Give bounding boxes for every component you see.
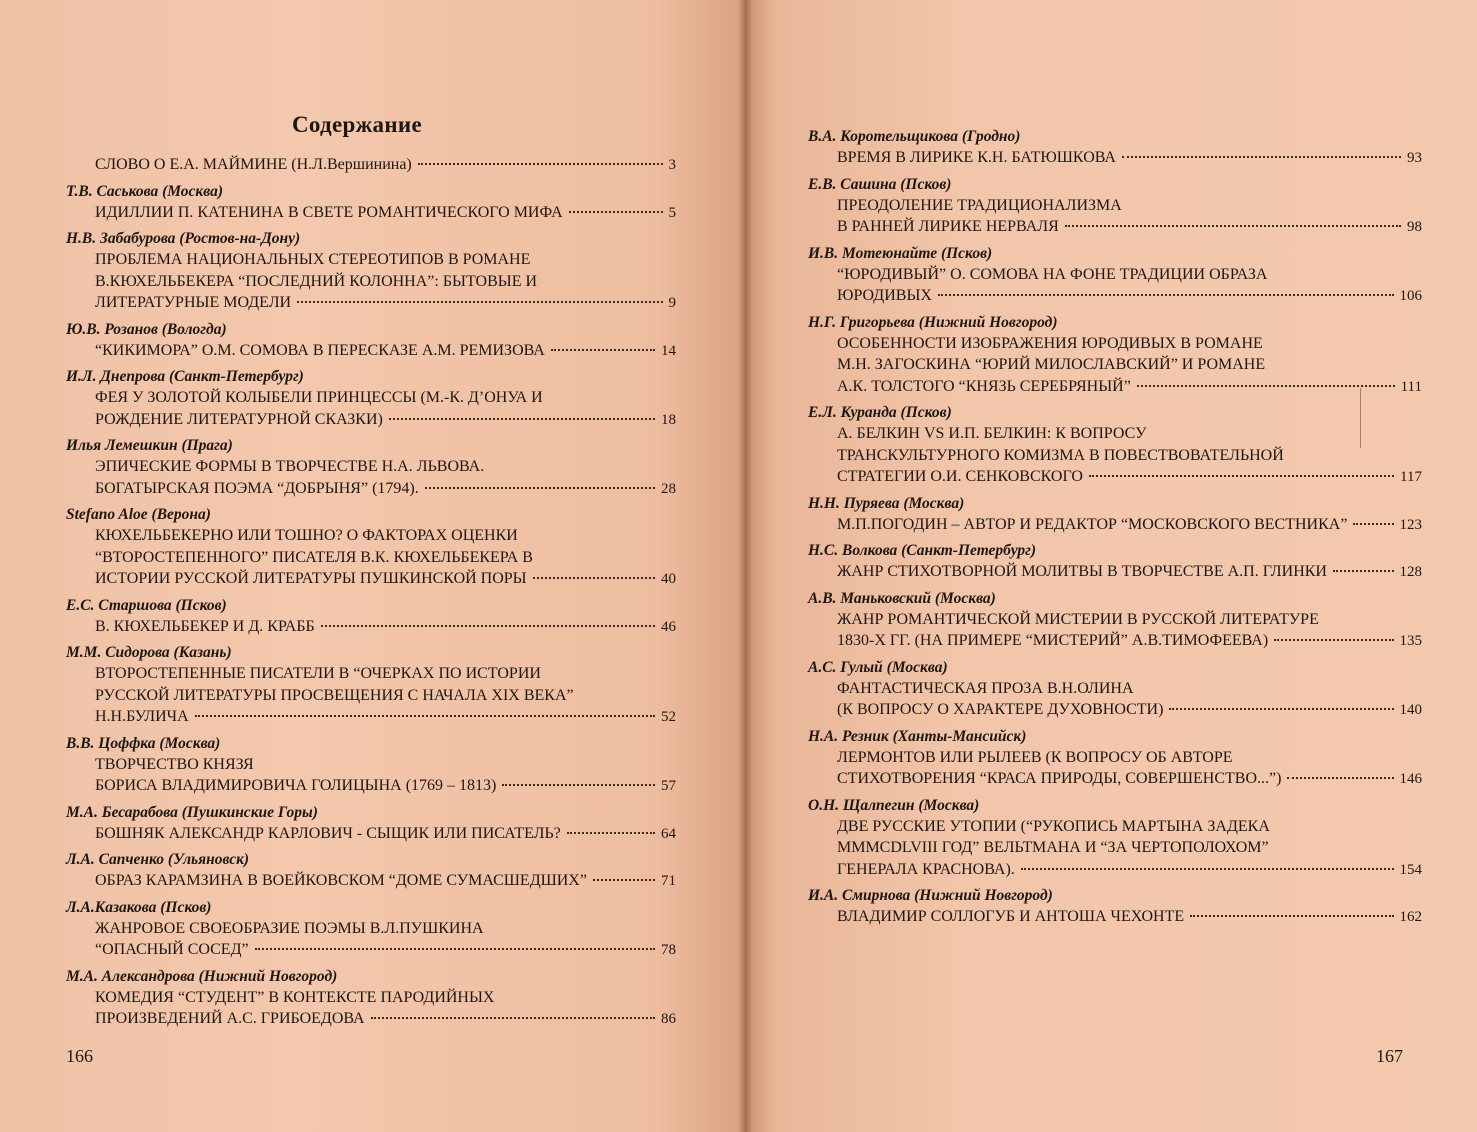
toc-entry-title-line [837,906,1422,929]
toc-entry [808,312,1422,399]
toc-entry-title [66,525,676,591]
toc-entry-page: 3 [668,157,676,173]
toc-entry [66,435,676,500]
toc-entry-author: А.С. Гулый (Москва) [808,658,948,676]
toc-entry-title-text: ОБРАЗ КАРАМЗИНА В ВОЕЙКОВСКОМ “ДОМЕ СУМАСШЕДШИХ” [95,872,587,889]
toc-entry-author: И.А. Смирнова (Нижний Новгород) [808,887,1053,904]
toc-entry-title [66,154,676,177]
toc-entry-page: 140 [1399,702,1422,718]
toc-entry-title-line [837,699,1422,722]
toc-entry [66,733,676,798]
toc-entry-author: И.Л. Днепрова (Санкт-Петербург) [66,368,304,385]
toc-entry-title [808,195,1422,239]
dot-leader [1169,708,1393,710]
toc-entry-page: 71 [661,873,676,889]
toc-entry-title-line: ТРАНСКУЛЬТУРНОГО КОМИЗМА В ПОВЕСТВОВАТЕЛЬНОЙ [837,446,1284,464]
toc-entry-title-line: ДВЕ РУССКИЕ УТОПИИ (“РУКОПИСЬ МАРТЫНА ЗАДЕКА [837,817,1270,835]
toc-entry-title [808,147,1422,170]
toc-entry [66,228,676,315]
toc-entry-page: 106 [1399,288,1422,304]
toc-entry-page: 93 [1407,150,1422,166]
toc-entry-page: 162 [1399,909,1422,925]
toc-entry [808,588,1422,653]
toc-entry-author: В.А. Коротельщикова (Гродно) [808,128,1021,145]
toc-entry-page: 98 [1407,219,1422,235]
toc-entry-title-line: А. БЕЛКИН VS И.П. БЕЛКИН: К ВОПРОСУ [837,425,1147,442]
toc-entry-author: М.А. Александрова (Нижний Новгород) [66,967,338,985]
dot-leader [371,1017,655,1019]
toc-entry-title [808,678,1422,722]
dot-leader [1021,868,1394,870]
toc-entry-page: 146 [1399,771,1422,787]
toc-entry-title-text: ЛИТЕРАТУРНЫЕ МОДЕЛИ [95,294,292,311]
toc-entry-page: 135 [1399,633,1422,649]
dot-leader [1287,777,1393,779]
toc-entry-title [808,561,1422,584]
toc-entry-title-text: ПРОИЗВЕДЕНИЙ А.С. ГРИБОЕДОВА [95,1010,365,1027]
toc-entry-title [66,340,676,363]
toc-entry-title-line: РУССКОЙ ЛИТЕРАТУРЫ ПРОСВЕЩЕНИЯ С НАЧАЛА XIX ВЕКА” [95,686,574,704]
dot-leader [195,715,655,717]
toc-entry [66,897,676,962]
toc-entry-page: 5 [668,204,676,221]
toc-entry-title-text: БОШНЯК АЛЕКСАНДР КАРЛОВИЧ - СЫЩИК ИЛИ ПИСАТЕЛЬ? [95,824,561,842]
toc-entry [808,243,1422,308]
toc-entry-title-line [837,285,1422,308]
toc-entry-title-line: ЭПИЧЕСКИЕ ФОРМЫ В ТВОРЧЕСТВЕ Н.А. ЛЬВОВА. [95,458,485,475]
toc-entry-title-text: ГЕНЕРАЛА КРАСНОВА). [837,860,1015,878]
toc-entry-page: 123 [1399,516,1422,533]
toc-entry [66,802,676,846]
toc-entry-author: Stefano Aloe (Верона) [66,506,211,523]
toc-entry-author: Т.В. Саськова (Москва) [66,182,224,200]
toc-entry [808,402,1422,489]
dot-leader [425,487,655,489]
toc-entry-title-text: СЛОВО О Е.А. МАЙМИНЕ (Н.Л.Вершинина) [95,156,412,173]
toc-entry-author: Н.С. Волкова (Санкт-Петербург) [808,542,1037,559]
toc-entry-title [66,987,676,1031]
toc-entry-page: 28 [661,480,676,497]
toc-entry [808,885,1422,929]
dot-leader [1122,156,1401,158]
toc-entry-title-line [95,409,676,432]
toc-entry [66,966,676,1031]
toc-entry-title-line: В.КЮХЕЛЬБЕКЕРА “ПОСЛЕДНИЙ КОЛОННА”: БЫТОВЫЕ И [95,272,538,290]
toc-entry-title-line: ЖАНР РОМАНТИЧЕСКОЙ МИСТЕРИИ В РУССКОЙ ЛИТЕРАТУРЕ [837,610,1319,628]
toc-entry-title-line [95,823,676,846]
toc-entry-page: 46 [661,618,676,635]
toc-entry-title-text: ИСТОРИИ РУССКОЙ ЛИТЕРАТУРЫ ПУШКИНСКОЙ ПОРЫ [95,570,527,587]
toc-entry [66,642,676,729]
toc-entry [808,795,1422,882]
toc-entry-title-line: М.Н. ЗАГОСКИНА “ЮРИЙ МИЛОСЛАВСКИЙ” И РОМАНЕ [837,356,1266,373]
contents-title: Содержание [292,112,422,137]
toc-entry-title-line: ФЕЯ У ЗОЛОТОЙ КОЛЫБЕЛИ ПРИНЦЕССЫ (М.-К. Д’ОНУА И [95,389,543,406]
dot-leader [502,784,655,786]
toc-entry-author: Ю.В. Розанов (Вологда) [66,320,227,338]
toc-entry [66,595,676,639]
toc-entry-title-text: ЖАНР СТИХОТВОРНОЙ МОЛИТВЫ В ТВОРЧЕСТВЕ А.П. ГЛИНКИ [837,563,1327,580]
toc-entry-title-line: “ВТОРОСТЕПЕННОГО” ПИСАТЕЛЯ В.К. КЮХЕЛЬБЕКЕРА В [95,548,533,566]
toc-entry-title [808,514,1422,537]
toc-entry-author: А.В. Маньковский (Москва) [808,589,996,607]
toc-entry-title-text: ВРЕМЯ В ЛИРИКЕ К.Н. БАТЮШКОВА [837,149,1116,166]
toc-entry-title [66,823,676,846]
toc-entry-page: 78 [661,942,676,958]
dot-leader [551,349,655,351]
toc-entry-title [66,202,676,225]
dot-leader [1137,385,1395,387]
toc-entry-title-text: “КИКИМОРА” О.М. СОМОВА В ПЕРЕСКАЗЕ А.М. РЕМИЗОВА [95,341,545,359]
toc-entry-title-line [837,768,1422,791]
dot-leader [321,625,655,627]
toc-entry-author: М.М. Сидорова (Казань) [66,644,232,661]
dot-leader [1089,475,1394,477]
toc-entry-title-line [837,514,1422,537]
toc-entry-title-line: ВТОРОСТЕПЕННЫЕ ПИСАТЕЛИ В “ОЧЕРКАХ ПО ИСТОРИИ [95,665,541,682]
toc-entry-page: 57 [661,778,676,794]
right-page-number: 167 [1376,1046,1403,1066]
toc-entry-title-text: “ОПАСНЫЙ СОСЕД” [95,941,249,958]
toc-entry-title [808,816,1422,882]
toc-entry-title-text: В РАННЕЙ ЛИРИКЕ НЕРВАЛЯ [837,218,1059,235]
toc-left-column [66,154,676,1035]
toc-entry-title-text: М.П.ПОГОДИН – АВТОР И РЕДАКТОР “МОСКОВСКОГО ВЕСТНИКА” [837,515,1348,533]
toc-entry [66,181,676,225]
toc-entry-title-text: РОЖДЕНИЕ ЛИТЕРАТУРНОЙ СКАЗКИ) [95,410,383,428]
toc-entry-title-line [837,147,1422,170]
toc-entry-title-line: ФАНТАСТИЧЕСКАЯ ПРОЗА В.Н.ОЛИНА [837,679,1134,697]
toc-entry-title [66,870,676,893]
dot-leader [1065,225,1401,227]
toc-entry-title-line [95,340,676,363]
toc-entry [808,126,1422,170]
toc-entry-page: 14 [661,342,676,359]
toc-entry-author: Е.С. Старшова (Псков) [66,596,227,614]
toc-entry-title-text: (К ВОПРОСУ О ХАРАКТЕРЕ ДУХОВНОСТИ) [837,701,1164,718]
toc-entry [808,174,1422,239]
toc-entry-title-line: КОМЕДИЯ “СТУДЕНТ” В КОНТЕКСТЕ ПАРОДИЙНЫХ [95,988,495,1006]
toc-entry [808,657,1422,722]
toc-entry [66,504,676,591]
dot-leader [418,163,663,165]
toc-entry-page: 117 [1400,469,1422,485]
toc-entry-page: 52 [661,709,676,725]
toc-entry-title-line [95,706,676,729]
toc-entry-author: Н.Г. Григорьева (Нижний Новгород) [808,313,1058,331]
toc-entry-title-line [95,292,676,315]
toc-entry-page: 40 [661,571,676,587]
toc-entry-title-line [837,376,1422,399]
toc-entry-title [66,663,676,729]
toc-entry-title [808,333,1422,399]
dot-leader [1274,639,1393,641]
toc-entry-author: О.Н. Щалпегин (Москва) [808,796,980,814]
toc-entry-author: В.В. Цоффка (Москва) [66,734,221,752]
toc-entry-author: Илья Лемешкин (Прага) [66,437,233,454]
toc-entry-title [66,754,676,798]
toc-entry [66,849,676,893]
toc-entry-title-line [95,478,676,501]
toc-entry-title-line [837,216,1422,239]
toc-entry-page: 9 [668,295,676,311]
toc-entry-title-line: ЖАНРОВОЕ СВОЕОБРАЗИЕ ПОЭМЫ В.Л.ПУШКИНА [95,919,484,937]
toc-entry-title-line [95,939,676,962]
toc-entry-title-line [95,616,676,639]
toc-entry-author: Л.А. Сапченко (Ульяновск) [66,851,250,868]
toc-entry [808,493,1422,537]
toc-entry-title-line [95,1008,676,1031]
dot-leader [569,211,663,213]
toc-entry-page: 154 [1399,861,1422,878]
dot-leader [297,301,662,303]
toc-entry-title [66,249,676,315]
toc-entry-title-line [837,561,1422,584]
toc-entry-title-line [837,630,1422,653]
toc-entry-title-line: ЛЕРМОНТОВ ИЛИ РЫЛЕЕВ (К ВОПРОСУ ОБ АВТОРЕ [837,748,1233,766]
toc-entry-title [808,609,1422,653]
dot-leader [593,879,655,881]
toc-entry-title-text: Н.Н.БУЛИЧА [95,708,189,725]
toc-entry-author: Н.Н. Пуряева (Москва) [808,494,965,512]
toc-entry-title [66,387,676,431]
toc-entry-author: Н.А. Резник (Ханты-Мансийск) [808,727,1027,745]
toc-entry [66,366,676,431]
toc-entry-title [808,747,1422,791]
toc-entry [66,154,676,177]
dot-leader [255,948,655,950]
toc-entry-author: Н.В. Забабурова (Ростов-на-Дону) [66,230,301,247]
toc-entry-title-text: СТИХОТВОРЕНИЯ “КРАСА ПРИРОДЫ, СОВЕРШЕНСТВО...”) [837,770,1282,787]
toc-entry-author: М.А. Бесарабова (Пушкинские Горы) [66,803,318,821]
toc-entry-title [66,456,676,500]
dot-leader [1190,915,1393,917]
toc-entry-title [808,264,1422,308]
toc-entry-title-line [95,202,676,225]
toc-entry-title [808,423,1422,489]
toc-entry-author: Е.В. Сашина (Псков) [808,175,952,193]
toc-entry-author: Е.Л. Куранда (Псков) [808,404,952,421]
toc-entry-title-line: ПРЕОДОЛЕНИЕ ТРАДИЦИОНАЛИЗМА [837,196,1122,214]
toc-entry-page: 18 [661,411,676,428]
toc-entry-title-text: БОГАТЫРСКАЯ ПОЭМА “ДОБРЫНЯ” (1794). [95,479,419,497]
toc-entry-title-text: ЮРОДИВЫХ [837,287,932,304]
toc-entry-title-line: “ЮРОДИВЫЙ” О. СОМОВА НА ФОНЕ ТРАДИЦИИ ОБРАЗА [837,265,1268,283]
dot-leader [389,418,655,420]
toc-entry-title-text: 1830-Х ГГ. (НА ПРИМЕРЕ “МИСТЕРИЙ” А.В.ТИМОФЕЕВА) [837,632,1269,649]
toc-entry-page: 128 [1399,564,1422,580]
toc-entry-title-text: СТРАТЕГИИ О.И. СЕНКОВСКОГО [837,468,1083,485]
toc-entry-page: 111 [1400,378,1422,395]
dot-leader [533,577,655,579]
toc-entry-title-text: А.К. ТОЛСТОГО “КНЯЗЬ СЕРЕБРЯНЫЙ” [837,377,1131,395]
toc-entry-title-line [95,154,676,177]
toc-entry-author: Л.А.Казакова (Псков) [66,898,212,916]
toc-entry-title-line: ПРОБЛЕМА НАЦИОНАЛЬНЫХ СТЕРЕОТИПОВ В РОМАНЕ [95,251,531,268]
toc-entry-title-line: ОСОБЕННОСТИ ИЗОБРАЖЕНИЯ ЮРОДИВЫХ В РОМАНЕ [837,334,1263,352]
toc-entry-title-line: ТВОРЧЕСТВО КНЯЗЯ [95,755,254,773]
toc-entry-title-text: БОРИСА ВЛАДИМИРОВИЧА ГОЛИЦЫНА (1769 – 1813) [95,777,497,794]
book-gutter [738,0,752,1132]
toc-entry-title-line: КЮХЕЛЬБЕКЕРНО ИЛИ ТОШНО? О ФАКТОРАХ ОЦЕНКИ [95,527,518,544]
dot-leader [938,294,1394,296]
toc-entry-title-text: В. КЮХЕЛЬБЕКЕР И Д. КРАББ [95,617,315,635]
toc-entry-title-text: ИДИЛЛИИ П. КАТЕНИНА В СВЕТЕ РОМАНТИЧЕСКОГО МИФА [95,203,563,221]
toc-entry-page: 86 [661,1011,676,1027]
dot-leader [1353,523,1393,525]
toc-entry-title [66,616,676,639]
toc-entry-page: 64 [661,825,676,842]
toc-entry-title-line: MMMCDLVIII ГОД” ВЕЛЬТМАНА И “ЗА ЧЕРТОПОЛОХОМ” [837,839,1269,856]
toc-entry-title [808,906,1422,929]
toc-entry-title [66,918,676,962]
dot-leader [567,832,655,834]
toc-entry-title-line [95,568,676,591]
toc-entry-title-line [95,870,676,893]
toc-entry-title-text: ВЛАДИМИР СОЛЛОГУБ И АНТОША ЧЕХОНТЕ [837,908,1185,925]
toc-entry [808,540,1422,584]
toc-entry-title-line [837,859,1422,882]
toc-right-column [808,126,1422,933]
dot-leader [1333,570,1394,572]
toc-entry [66,319,676,363]
toc-entry-title-line [837,466,1422,489]
toc-entry-title-line [95,775,676,798]
toc-entry-author: И.В. Мотеюнайте (Псков) [808,244,993,262]
toc-entry [808,726,1422,791]
left-page-number: 166 [66,1046,93,1066]
